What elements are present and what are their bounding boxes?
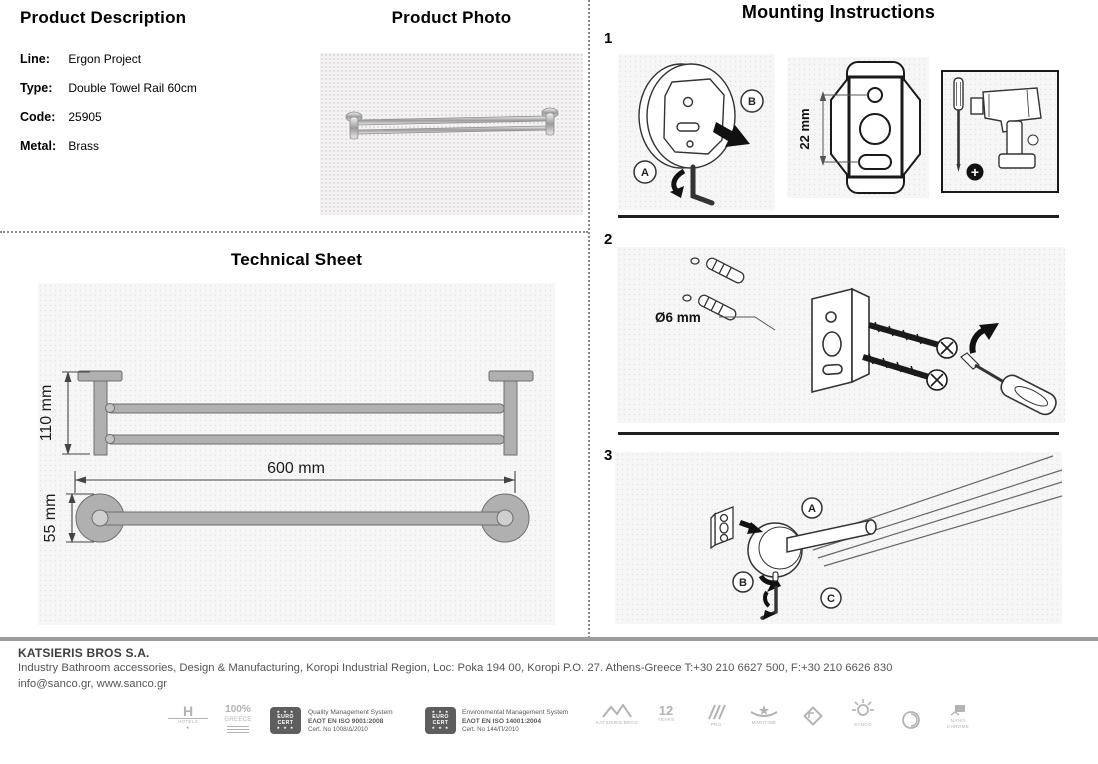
svg-text:A: A [641,167,649,179]
flange-allen-key-icon [618,54,775,210]
step2-divider [618,432,1059,435]
technical-drawing [38,283,555,625]
field-label: Line: [20,52,50,66]
footer-contact: info@sanco.gr, www.sanco.gr [18,678,167,690]
cert-line: Environmental Management System [462,709,569,716]
drill-icon [971,88,1041,168]
greece-100-logo [216,704,260,733]
product-photo-title: Product Photo [391,8,512,27]
svg-text:B: B [748,96,756,108]
greece-label: GREECE [224,716,252,723]
label-b [733,572,753,592]
maritime-logo [742,704,786,726]
cert-line: Quality Management System [308,709,393,716]
years-logo [648,704,684,723]
dim-6mm-label: Ø6 mm [655,310,701,325]
field-value: 25905 [68,110,102,124]
footer-address: Industry Bathroom accessories, Design & Manufacturing, Koropi Industrial Region, Loc: Poka 194 00, Koropi P.O. 27. Athens-Greece T:+30 210 6627 500, F:+30 210 6626 830 [18,662,893,674]
cert-line: ΕΛΟΤ EN ISO 14001:2004 [462,717,541,725]
small-bracket-icon [711,507,733,548]
nano-label: NANO [950,718,966,724]
field-row-line [20,52,197,66]
dim-22-label: 22 mm [797,108,812,150]
field-value: Ergon Project [68,52,142,66]
nano-chrome-logo [936,704,980,730]
footer-company: KATSIERIS BROS S.A. [18,646,150,660]
droplet-logo [896,710,926,732]
step3-diagram [615,452,1062,624]
eurocert-environment-badge-icon [425,707,456,734]
field-label: Type: [20,81,53,95]
towel-rail-photo [320,53,583,215]
product-photo [320,53,583,215]
maritime-label: MARITIME [751,720,777,726]
house-diamond-logo [796,704,830,730]
field-row-code [20,110,197,124]
svg-text:A: A [808,503,816,515]
field-row-type [20,81,197,95]
product-description-fields [20,52,197,168]
mount-bracket-icon [812,289,869,392]
dim-depth-label: 55 mm [42,493,59,543]
sanco-label: SANCO [854,722,872,728]
badge-stars: ★ ★ ★ [276,725,295,731]
hotels-initial: H [168,704,208,719]
label-b [741,90,763,112]
badge-stars: ★ ★ ★ [431,709,450,715]
svg-text:+: + [970,164,980,180]
screwdriver-icon [961,353,1059,418]
flange-icon [748,520,876,577]
cert-line: ΕΛΟΤ EN ISO 9001:2008 [308,717,384,725]
cert-line: Cert. No 1008/Δ/2010 [308,726,368,734]
label-a [634,161,656,183]
mounting-title: Mounting Instructions [741,2,936,22]
section-divider-horizontal [0,231,588,233]
step1-bracket-diagram [787,57,929,198]
pro-label: PRO [710,722,722,728]
slashes-icon [705,704,727,720]
field-value: Brass [68,139,100,153]
mountains-icon [602,704,632,718]
flag-stripe [227,726,249,727]
technical-sheet [38,283,555,625]
screws-plugs-diagram [617,247,1065,423]
step2-diagram [617,247,1065,423]
star-wings-icon [749,704,779,718]
field-label: Code: [20,110,56,124]
badge-name: EURO CERT [432,713,449,726]
side-view-drawing [78,371,533,455]
chrome-label: CHROME [946,723,970,729]
field-row-metal [20,139,197,153]
step1-tools-diagram [941,70,1059,193]
wall-bracket-icon [787,57,929,198]
step3-number: 3 [604,447,613,464]
technical-sheet-title: Technical Sheet [230,250,363,269]
sun-icon [850,698,876,720]
step1-flange-diagram [618,54,775,210]
allen-key-icon [670,167,712,203]
cert-line: Cert. No 144/Π/2010 [462,726,519,734]
dim-height-label: 110 mm [38,384,55,442]
rail-mounting-diagram [615,452,1062,624]
svg-text:C: C [827,593,835,605]
rail-lines [807,456,1062,566]
greece-pct: 100% [225,704,251,715]
footer-divider [0,637,1098,641]
katsieris-logo [594,704,640,726]
badge-stars: ★ ★ ★ [431,725,450,731]
phillips-icon [967,164,984,181]
label-a [802,498,822,518]
badge-name: EURO CERT [277,713,294,726]
hotels-star-icon: ★ [185,724,191,730]
hotels-logo [168,704,208,730]
product-description-title: Product Description [20,8,187,27]
step1-divider [618,215,1059,218]
section-divider-vertical [588,0,590,638]
flag-stripe [227,729,249,730]
label-c [821,588,841,608]
years-label: YEARS [657,717,675,722]
screwdriver-icon [954,78,963,172]
field-label: Metal: [20,139,57,153]
droplet-icon [901,710,921,730]
field-value: Double Towel Rail 60cm [68,81,197,95]
tools-icon [943,72,1057,191]
pro-logo [698,704,734,728]
grid-icon [950,704,966,716]
grub-screw-icon [773,572,778,581]
hotels-label: HOTELS [177,719,199,724]
step1-number: 1 [604,30,613,47]
dim-length-label: 600 mm [267,460,325,477]
screw-icon [863,322,957,390]
years-number: 12 [658,703,674,718]
badge-stars: ★ ★ ★ [276,709,295,715]
flag-stripe [227,732,249,733]
eurocert-quality-badge-icon [270,707,301,734]
diamond-arrow-icon [801,704,825,728]
dim-height-lines [62,372,90,454]
katsieris-label: KATSIERIS BROS [595,720,639,726]
rotate-arrow-icon [972,323,999,353]
step2-number: 2 [604,231,613,248]
svg-text:B: B [739,577,747,589]
sanco-sun-logo [843,698,883,728]
top-view-drawing [76,494,529,542]
